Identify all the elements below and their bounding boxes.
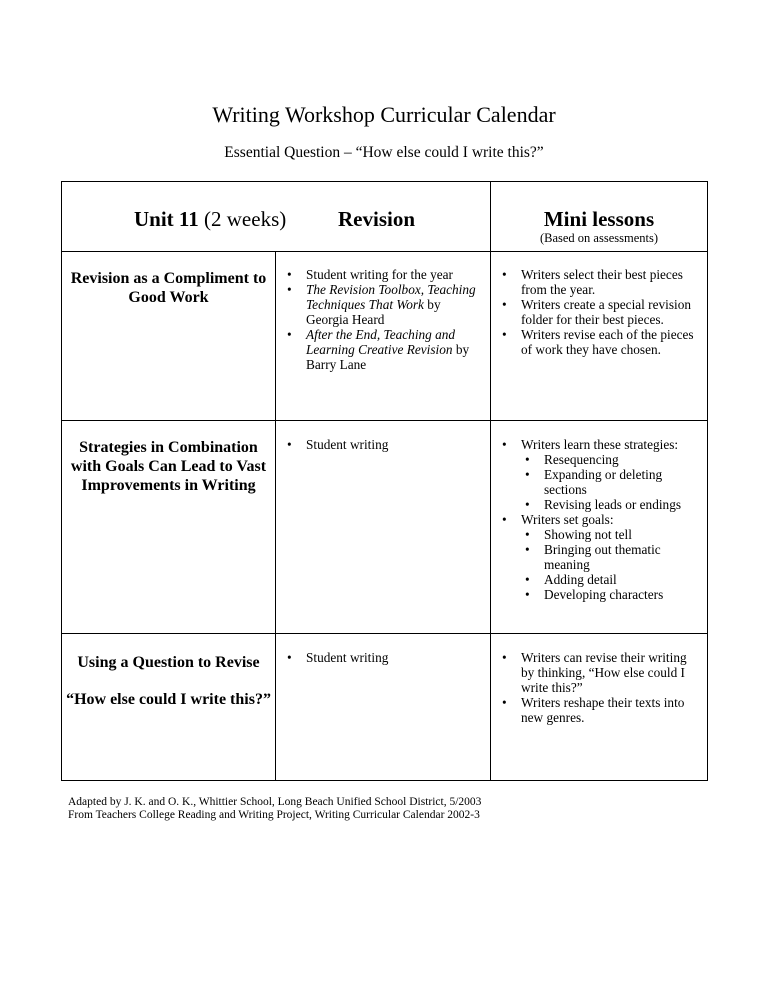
bullet-icon: • [287, 267, 292, 282]
book-title: The Revision Toolbox, Teaching Techniques That Work [306, 282, 476, 312]
lessons-cell [491, 421, 708, 634]
guiding-question: “How else could I write this?” [66, 691, 271, 708]
bullet-icon: • [287, 282, 292, 297]
bullet-icon: • [287, 437, 292, 452]
sub-list-item: • Expanding or deleting sections [525, 467, 663, 497]
bullet-icon: • [525, 452, 530, 467]
resources-list [276, 634, 490, 665]
lessons-list [491, 252, 707, 357]
footer-line: From Teachers College Reading and Writing Project, Writing Curricular Calendar 2002-3 [68, 809, 480, 821]
sub-list-item: • Resequencing [525, 452, 619, 467]
footer-line: Adapted by J. K. and O. K., Whittier School, Long Beach Unified School District, 5/2003 [68, 796, 482, 808]
footer-credits [68, 796, 481, 822]
table-row [62, 421, 708, 634]
unit-topic: Revision [338, 207, 416, 231]
list-item: • Writers reshape their texts into new genres. [502, 695, 685, 725]
book-title: After the End, Teaching and Learning Creative Revision [306, 327, 456, 357]
bullet-icon: • [502, 437, 507, 452]
lessons-list [491, 634, 707, 725]
unit-header-cell [62, 182, 491, 252]
sub-list-item: • Adding detail [525, 572, 617, 587]
goals-sublist [521, 527, 701, 602]
bullet-icon: • [502, 695, 507, 710]
resources-cell [276, 634, 491, 781]
unit-duration: (2 weeks) [198, 207, 287, 231]
bullet-icon: • [287, 650, 292, 665]
unit-label [134, 207, 286, 232]
bullet-icon: • [287, 327, 292, 342]
sub-list-item: • Showing not tell [525, 527, 632, 542]
topic-cell [62, 421, 276, 634]
list-item: • Writers select their best pieces from the year. [502, 267, 683, 297]
bullet-icon: • [502, 267, 507, 282]
list-item: • Student writing for the year [287, 267, 453, 282]
sub-list-item: • Bringing out thematic meaning [525, 542, 661, 572]
list-item: • Writers can revise their writing by thinking, “How else could I write this?” [502, 650, 687, 695]
bullet-icon: • [525, 542, 530, 557]
list-item: • Student writing [287, 650, 389, 665]
list-item [287, 327, 484, 372]
resources-cell [276, 421, 491, 634]
resources-list [276, 421, 490, 452]
topic-cell [62, 634, 276, 781]
bullet-icon: • [525, 572, 530, 587]
topic-title: Strategies in Combination with Goals Can Lead to Vast Improvements in Writing [70, 439, 267, 494]
list-item: • Student writing [287, 437, 389, 452]
book-author: by Georgia Heard [306, 297, 441, 327]
bullet-icon: • [502, 297, 507, 312]
lessons-cell [491, 634, 708, 781]
mini-lessons-note: (Based on assessments) [539, 231, 659, 245]
sub-list-item: • Revising leads or endings [525, 497, 682, 512]
topic-title: Revision as a Compliment to Good Work [70, 270, 267, 306]
bullet-icon: • [525, 527, 530, 542]
list-item [287, 282, 484, 327]
mini-lessons-header-cell [491, 182, 708, 252]
list-item: • Writers revise each of the pieces of work they have chosen. [502, 327, 694, 357]
bullet-icon: • [502, 512, 507, 527]
document-title: Writing Workshop Curricular Calendar [212, 102, 556, 127]
table-row [62, 252, 708, 421]
bullet-icon: • [525, 497, 530, 512]
unit-number: Unit 11 [134, 207, 199, 231]
lessons-list [491, 421, 707, 602]
mini-lessons-heading: Mini lessons [543, 207, 655, 231]
essential-question: Essential Question – “How else could I write this?” [224, 144, 544, 161]
header-row [62, 182, 708, 252]
lessons-cell [491, 252, 708, 421]
table-row [62, 634, 708, 781]
topic-title: Using a Question to Revise “How else could I write this?” [66, 654, 271, 708]
book-author: by Barry Lane [306, 342, 470, 372]
list-item: • Writers learn these strategies: • Resequencing • Expanding or deleting sections • Revising leads or endings [502, 437, 701, 512]
list-item: • Writers set goals: • Showing not tell • Bringing out thematic meaning • Adding detail • Developing characters [502, 512, 701, 602]
sub-list-item: • Developing characters [525, 587, 664, 602]
strategies-sublist [521, 452, 701, 512]
resources-cell [276, 252, 491, 421]
curricular-calendar-table [61, 181, 708, 781]
bullet-icon: • [525, 587, 530, 602]
topic-cell [62, 252, 276, 421]
resources-list [276, 252, 490, 372]
bullet-icon: • [502, 327, 507, 342]
bullet-icon: • [525, 467, 530, 482]
bullet-icon: • [502, 650, 507, 665]
list-item: • Writers create a special revision folder for their best pieces. [502, 297, 692, 327]
